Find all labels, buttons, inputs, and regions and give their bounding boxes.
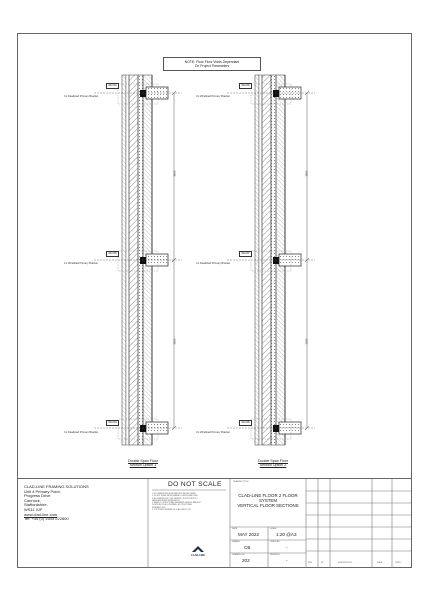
bracket-block <box>273 90 279 97</box>
note-line-2: On Project Parameters <box>194 64 230 68</box>
section2-caption <box>243 459 303 468</box>
checked-value: - <box>286 545 288 550</box>
section2-bracket-top: CL Windload Primary Bracket <box>196 95 230 98</box>
do-not-scale-heading: DO NOT SCALE <box>168 481 222 488</box>
section1-dim-upper: 3600 <box>173 170 177 177</box>
scale-value: 1:20 @A3 <box>276 532 297 537</box>
section2-caption-line2: Section Option 2 <box>259 463 287 468</box>
date-value: MAY 2022 <box>238 532 260 537</box>
drawing-title-line2: SYSTEM <box>258 498 278 503</box>
drawn-value: CB <box>244 545 251 550</box>
section2-dim-upper: 3600 <box>305 170 309 177</box>
section1-bracket-top: CL Deadload Primary Bracket <box>64 95 99 98</box>
checked-label: CHECKED <box>270 541 280 543</box>
clad-line-logo <box>188 545 208 559</box>
section2-dim-lower: 3300 <box>305 338 309 345</box>
section2-caption-line1: Double Span Floor <box>258 459 288 463</box>
drawing-title-label: DRAWING TITLE <box>233 481 249 483</box>
bracket-block <box>140 425 146 432</box>
address-line-1: Unit 4 Primary Point, <box>24 488 61 494</box>
section2-tag-mid: DE-007 <box>239 251 252 257</box>
rev-header-rev: REV <box>308 562 313 564</box>
section1-dim-lower: 3300 <box>173 338 177 345</box>
note-item: 2. DO NOT SCALE FROM DRAWING, USE FIGURED DIMS <box>152 495 198 498</box>
company-website-link[interactable]: www.clad-line.com <box>24 511 58 517</box>
note-item: 1. ALL DIMENSIONS IN MILLIMETRES UNLESS STATED <box>152 493 196 495</box>
drawn-label: DRAWN <box>232 541 240 543</box>
section2-bracket-bottom: CL Windload Primary Bracket <box>196 431 230 434</box>
address-line-3: Cannock, <box>24 497 41 503</box>
note-line-1: NOTE: Floor Floor Voids Dependant <box>184 60 240 64</box>
bracket-block <box>273 425 279 432</box>
rev-header-checked: CHK'D <box>395 562 402 564</box>
address-line-4: Staffordshire, <box>24 502 48 508</box>
bracket-block <box>140 90 146 97</box>
rev-header-description: DESCRIPTION <box>338 562 352 564</box>
section1-caption <box>113 459 173 468</box>
drawing-notes <box>152 493 240 511</box>
section2-bracket-mid: CL Deadload Primary Bracket <box>196 262 231 265</box>
rev-header-by: BY <box>321 562 324 564</box>
scale-label: SCALE <box>270 528 277 530</box>
company-telephone: Tel: +44 (0) 1543 222800 <box>24 516 69 522</box>
bracket-block <box>273 257 279 264</box>
note-item: 4. REFER TO STRUCTURAL ENGINEERS DETAILS, BRACKET <box>152 502 201 505</box>
company-address <box>24 485 89 522</box>
section1-tag-mid: DE-005 <box>106 251 119 257</box>
section1-bracket-bottom: CL Deadload Primary Bracket <box>64 431 99 434</box>
address-line-5: WS11 0JF <box>24 506 43 512</box>
note-item: 5. COPYRIGHT RETAINED BY CLAD-LINE FS LTD <box>152 509 191 512</box>
drawing-title <box>230 493 306 508</box>
note-item: ENGINEER ONLY <box>152 506 166 509</box>
bracket-block <box>140 257 146 264</box>
section1-caption-line2: Section Option 1 <box>129 463 157 468</box>
section1-tag-top: DE-004 <box>106 83 119 89</box>
company-name: CLAD-LINE FRAMING SOLUTIONS <box>24 484 89 489</box>
note-item: POSITIONS TO BE CONFIRMED BY STRUCTURAL <box>152 504 192 507</box>
drawing-number-value: 202 <box>242 558 250 563</box>
drawing-title-line3: VERTICAL FLOOR SECTIONS <box>237 503 299 508</box>
section1-bracket-mid: CL Windload Primary Bracket <box>64 262 98 265</box>
logo-mark-icon <box>191 545 205 553</box>
section2-tag-top: DE-006 <box>239 83 252 89</box>
address-line-2: Progress Drive <box>24 493 51 499</box>
drawing-number-label: DRAWING No. <box>232 554 246 556</box>
title-block <box>18 478 411 567</box>
note-item: FABRICATION AND INSTALLATION <box>152 499 180 502</box>
drawing-title-line1: CLAD-LINE FLOOR 2 FLOOR <box>238 493 298 498</box>
note-item: 3. ALL DIMENSIONS TO BE VERIFIED ON SITE PRIOR TO <box>152 497 198 500</box>
section1-caption-line1: Double Span Floor <box>128 459 158 463</box>
date-label: DATE <box>232 528 238 530</box>
revision-label: REVISION <box>270 554 280 556</box>
revision-value: - <box>286 558 288 563</box>
rev-header-date: DATE <box>377 562 383 564</box>
logo-text: CLAD-LINE <box>191 554 205 557</box>
section1-tag-bottom: DE-004 <box>106 420 119 426</box>
section2-tag-bottom: DE-006 <box>239 420 252 426</box>
